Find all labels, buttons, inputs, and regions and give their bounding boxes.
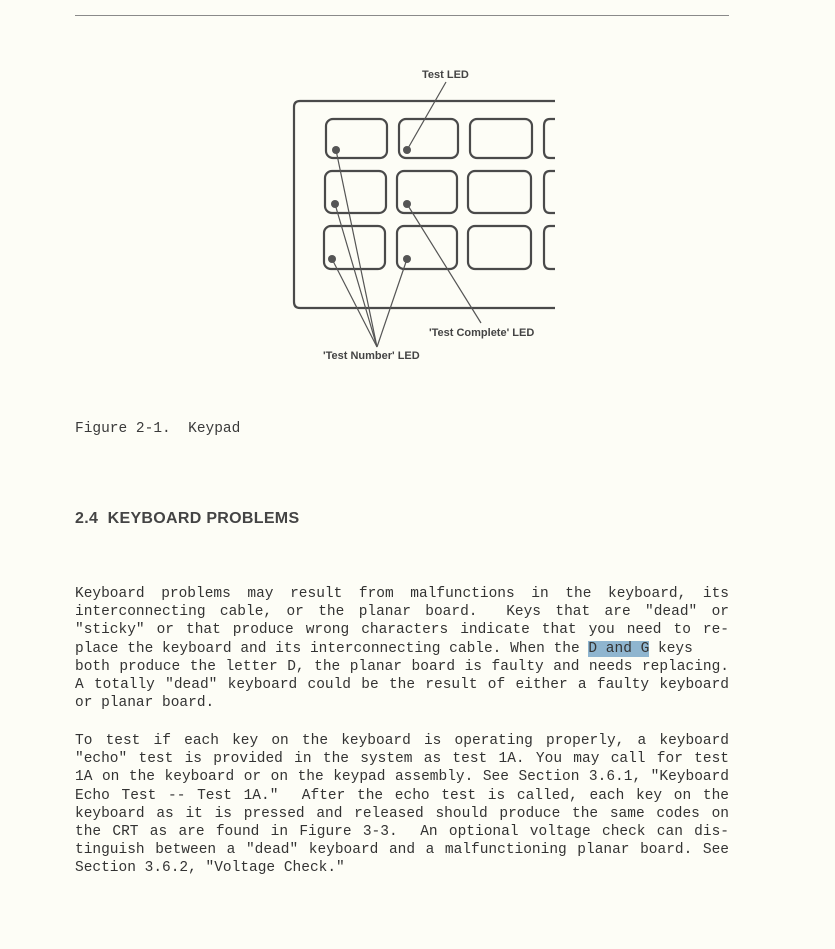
paragraph-line: A totally "dead" keyboard could be the result of either a faulty keyboard: [75, 676, 729, 693]
test-number-led-label: 'Test Number' LED: [323, 350, 420, 362]
paragraph-line: interconnecting cable, or the planar board. Keys that are "dead" or: [75, 604, 729, 621]
test-complete-led-label: 'Test Complete' LED: [429, 327, 535, 339]
paragraph-line: 1A on the keyboard or on the keypad assembly. See Section 3.6.1, "Keyboard: [75, 769, 729, 786]
paragraph-line: keyboard as it is pressed and released should produce the same codes on: [75, 805, 729, 822]
line-text: place the keyboard and its interconnecting cable. When the: [75, 640, 589, 657]
section-heading: 2.4 KEYBOARD PROBLEMS: [75, 510, 300, 527]
paragraph-line: Echo Test -- Test 1A." After the echo test is called, each key on the: [75, 787, 729, 804]
test-led-label: Test LED: [422, 69, 469, 81]
paragraph-line: or planar board.: [75, 695, 215, 712]
paragraph-echo-test: [75, 732, 729, 878]
figure-caption: Figure 2-1. Keypad: [75, 421, 241, 437]
highlighted-text[interactable]: D and G: [588, 640, 650, 657]
paragraph-keyboard-problems: [75, 585, 729, 712]
paragraph-line: Section 3.6.2, "Voltage Check.": [75, 860, 345, 877]
paragraph-line: tinguish between a "dead" keyboard and a malfunctioning planar board. See: [75, 842, 729, 859]
header-rule: [75, 15, 729, 16]
paragraph-line: [75, 640, 729, 658]
paragraph-line: the CRT as are found in Figure 3-3. An optional voltage check can dis-: [75, 823, 729, 840]
paragraph-line: Keyboard problems may result from malfunctions in the keyboard, its: [75, 586, 729, 602]
paragraph-line: both produce the letter D, the planar board is faulty and needs replacing.: [75, 658, 729, 675]
keypad-figure: [280, 60, 580, 380]
line-text: keys: [649, 640, 693, 657]
paragraph-line: "sticky" or that produce wrong characters indicate that you need to re-: [75, 622, 729, 639]
paragraph-line: To test if each key on the keyboard is operating properly, a keyboard: [75, 733, 729, 749]
paragraph-line: "echo" test is provided in the system as test 1A. You may call for test: [75, 751, 729, 768]
